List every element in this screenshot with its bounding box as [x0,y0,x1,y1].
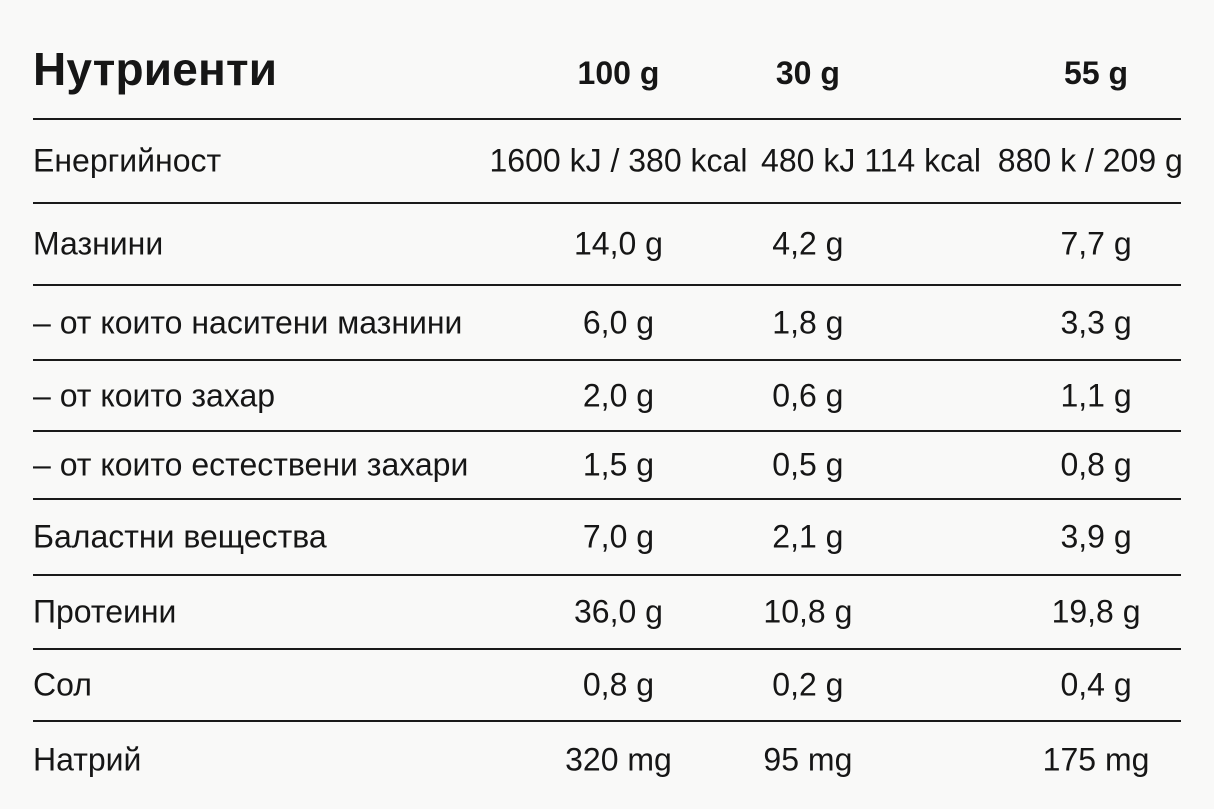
nutrient-label: Енергийност [33,142,222,179]
value-55g: 7,7 g [1060,225,1132,262]
value-30g: 1,8 g [772,304,844,340]
nutrient-label: Баластни вещества [33,518,327,555]
value-30g: 2,1 g [772,518,844,555]
column-header-30g: 30 g [775,55,840,91]
nutrient-label: Натрий [33,741,142,778]
nutrition-table [33,0,1181,798]
value-55g: 3,9 g [1060,518,1132,555]
value-30g: 480 kJ 114 kcal [761,142,982,179]
value-100g: 6,0 g [582,304,655,340]
table-row [33,120,1181,204]
nutrient-label: – от които естествени захари [33,446,469,483]
table-row [33,286,1181,361]
value-30g: 95 mg [763,741,853,778]
nutrient-label: Сол [33,666,92,703]
nutrient-label: – от които захар [33,377,276,413]
page-title: Нутриенти [33,43,278,95]
value-100g: 2,0 g [582,377,655,413]
table-row [33,361,1181,432]
value-30g: 0,5 g [772,446,844,483]
value-55g: 880 k / 209 g [997,142,1183,179]
value-55g: 0,8 g [1060,446,1132,483]
table-row [33,722,1181,798]
nutrient-label: – от които наситени мазнини [33,304,463,340]
nutrient-label: Мазнини [33,225,164,262]
value-55g: 3,3 g [1060,304,1132,340]
value-30g: 4,2 g [772,225,844,262]
table-row [33,650,1181,722]
value-100g: 36,0 g [573,593,663,630]
nutrient-label: Протеини [33,593,177,630]
value-30g: 0,2 g [772,666,844,703]
table-body [33,120,1181,798]
value-100g: 1600 kJ / 380 kcal [489,142,748,179]
value-100g: 0,8 g [582,666,655,703]
value-100g: 14,0 g [573,225,663,262]
table-row [33,576,1181,650]
value-30g: 0,6 g [772,377,844,413]
value-55g: 175 mg [1042,741,1150,778]
table-header-row [33,0,1181,120]
value-100g: 7,0 g [582,518,655,555]
table-row [33,432,1181,500]
column-header-55g: 55 g [1064,55,1129,91]
value-55g: 1,1 g [1060,377,1132,413]
table-row [33,204,1181,286]
value-55g: 19,8 g [1051,593,1141,630]
table-row [33,500,1181,576]
value-100g: 320 mg [565,741,672,778]
value-100g: 1,5 g [582,446,655,483]
value-55g: 0,4 g [1060,666,1132,703]
value-30g: 10,8 g [763,593,853,630]
column-header-100g: 100 g [577,55,660,91]
